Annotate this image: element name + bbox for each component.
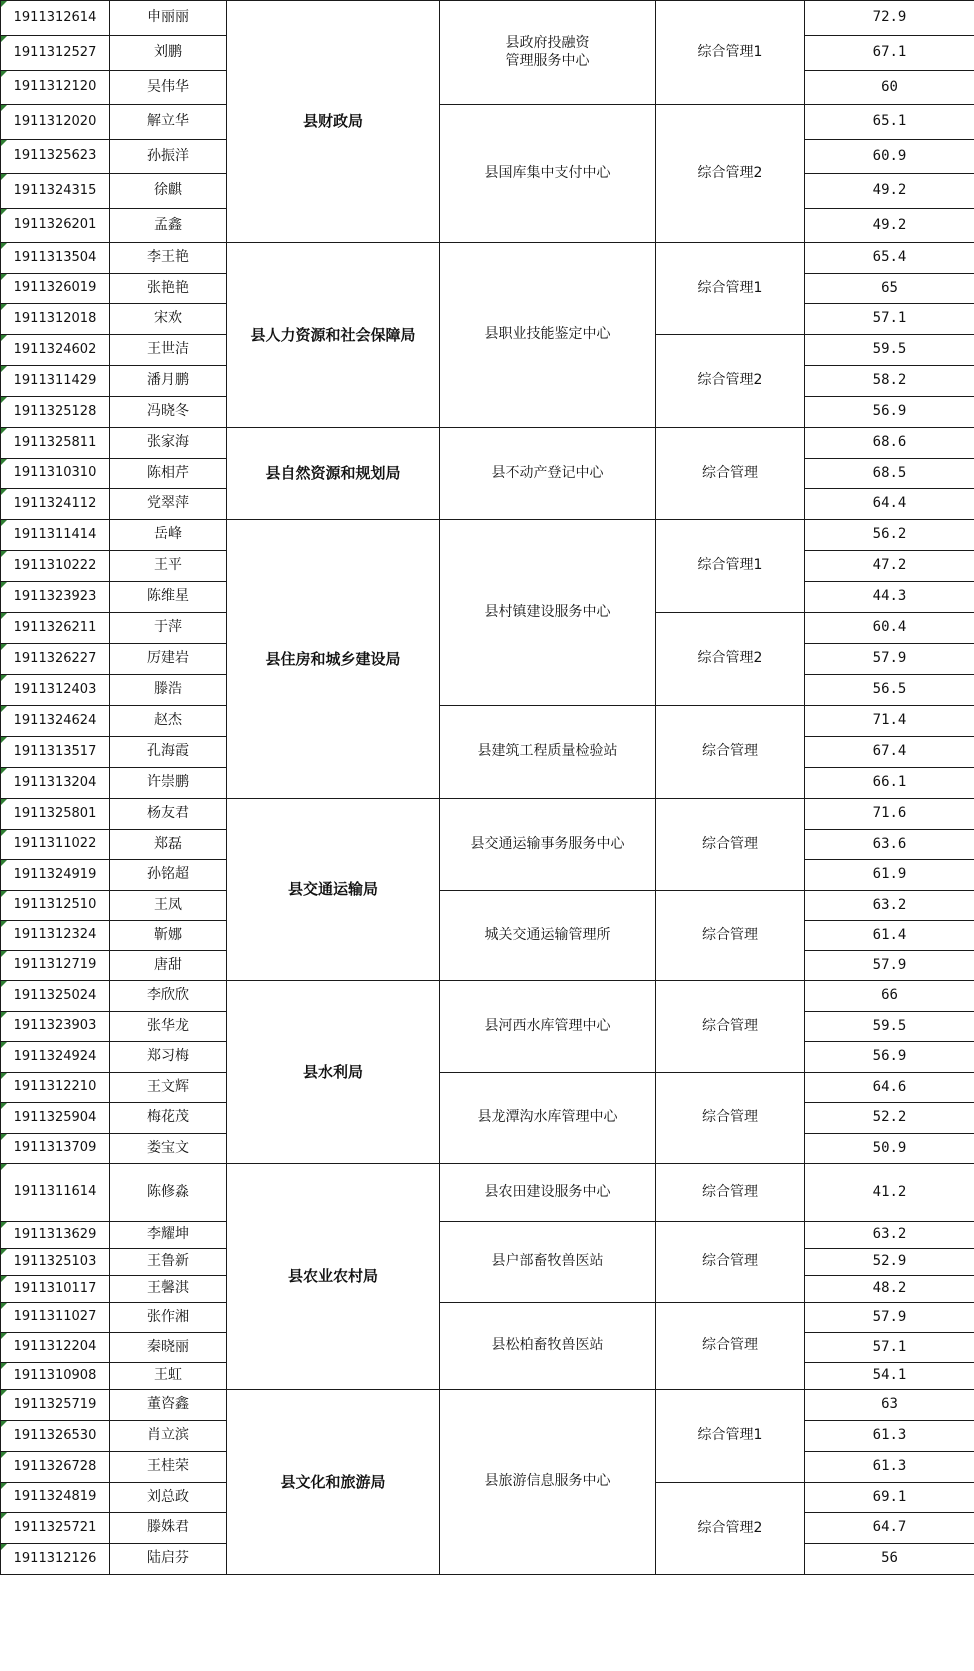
position-cell: 综合管理2 bbox=[656, 1483, 805, 1575]
score-cell: 61.3 bbox=[805, 1452, 974, 1483]
candidate-id-cell: 1911323903 bbox=[1, 1012, 110, 1042]
candidate-id-cell: 1911324112 bbox=[1, 489, 110, 520]
candidate-id-cell: 1911312126 bbox=[1, 1544, 110, 1575]
candidate-name-cell: 王世洁 bbox=[110, 335, 227, 366]
candidate-id-cell: 1911312324 bbox=[1, 921, 110, 951]
candidate-id-cell: 1911313204 bbox=[1, 768, 110, 799]
candidate-name-cell: 党翠萍 bbox=[110, 489, 227, 520]
score-cell: 64.7 bbox=[805, 1513, 974, 1544]
score-cell: 67.1 bbox=[805, 36, 974, 71]
candidate-id-cell: 1911311414 bbox=[1, 520, 110, 551]
score-cell: 54.1 bbox=[805, 1363, 974, 1390]
score-cell: 65 bbox=[805, 274, 974, 304]
score-cell: 63 bbox=[805, 1390, 974, 1421]
candidate-name-cell: 陈相芹 bbox=[110, 459, 227, 489]
candidate-id-cell: 1911310908 bbox=[1, 1363, 110, 1390]
candidate-name-cell: 杨友君 bbox=[110, 799, 227, 830]
candidate-name-cell: 王凤 bbox=[110, 891, 227, 921]
score-cell: 52.9 bbox=[805, 1249, 974, 1276]
table-row bbox=[1, 243, 974, 274]
candidate-id-cell: 1911312614 bbox=[1, 1, 110, 36]
candidate-name-cell: 靳娜 bbox=[110, 921, 227, 951]
score-cell: 71.4 bbox=[805, 706, 974, 737]
score-cell: 47.2 bbox=[805, 551, 974, 582]
score-cell: 50.9 bbox=[805, 1134, 974, 1164]
candidate-id-cell: 1911325128 bbox=[1, 397, 110, 428]
candidate-id-cell: 1911312120 bbox=[1, 71, 110, 105]
candidate-id-cell: 1911325103 bbox=[1, 1249, 110, 1276]
candidate-name-cell: 王平 bbox=[110, 551, 227, 582]
score-cell: 57.9 bbox=[805, 644, 974, 675]
table-row bbox=[1, 706, 974, 737]
unit-cell: 县旅游信息服务中心 bbox=[440, 1390, 656, 1575]
unit-cell: 县龙潭沟水库管理中心 bbox=[440, 1073, 656, 1164]
score-cell: 56 bbox=[805, 1544, 974, 1575]
position-cell: 综合管理 bbox=[656, 428, 805, 520]
candidate-name-cell: 张艳艳 bbox=[110, 274, 227, 304]
candidate-name-cell: 赵杰 bbox=[110, 706, 227, 737]
unit-cell: 县不动产登记中心 bbox=[440, 428, 656, 520]
score-cell: 60.9 bbox=[805, 140, 974, 174]
table-row bbox=[1, 428, 974, 459]
table-row bbox=[1, 891, 974, 921]
score-cell: 66.1 bbox=[805, 768, 974, 799]
unit-cell: 县交通运输事务服务中心 bbox=[440, 799, 656, 891]
candidate-id-cell: 1911311429 bbox=[1, 366, 110, 397]
score-cell: 59.5 bbox=[805, 1012, 974, 1042]
position-cell: 综合管理1 bbox=[656, 1390, 805, 1483]
position-cell: 综合管理2 bbox=[656, 335, 805, 428]
candidate-id-cell: 1911312020 bbox=[1, 105, 110, 140]
candidate-id-cell: 1911325024 bbox=[1, 981, 110, 1012]
candidate-id-cell: 1911323923 bbox=[1, 582, 110, 613]
unit-cell: 城关交通运输管理所 bbox=[440, 891, 656, 981]
position-cell: 综合管理 bbox=[656, 1073, 805, 1164]
department-cell: 县自然资源和规划局 bbox=[227, 428, 440, 520]
department-cell: 县人力资源和社会保障局 bbox=[227, 243, 440, 428]
candidate-id-cell: 1911325623 bbox=[1, 140, 110, 174]
score-cell: 59.5 bbox=[805, 335, 974, 366]
candidate-id-cell: 1911324624 bbox=[1, 706, 110, 737]
table-row bbox=[1, 1073, 974, 1103]
score-cell: 56.9 bbox=[805, 1042, 974, 1073]
score-cell: 49.2 bbox=[805, 209, 974, 243]
score-cell: 48.2 bbox=[805, 1276, 974, 1303]
candidate-name-cell: 张华龙 bbox=[110, 1012, 227, 1042]
position-cell: 综合管理 bbox=[656, 799, 805, 891]
position-cell: 综合管理1 bbox=[656, 520, 805, 613]
position-cell: 综合管理 bbox=[656, 891, 805, 981]
position-cell: 综合管理 bbox=[656, 1164, 805, 1222]
table-row bbox=[1, 1164, 974, 1222]
candidate-id-cell: 1911313709 bbox=[1, 1134, 110, 1164]
table-row bbox=[1, 981, 974, 1012]
candidate-id-cell: 1911313517 bbox=[1, 737, 110, 768]
candidate-id-cell: 1911326227 bbox=[1, 644, 110, 675]
unit-cell: 县河西水库管理中心 bbox=[440, 981, 656, 1073]
score-cell: 65.1 bbox=[805, 105, 974, 140]
candidate-id-cell: 1911311027 bbox=[1, 1303, 110, 1333]
candidate-name-cell: 王馨淇 bbox=[110, 1276, 227, 1303]
score-cell: 56.9 bbox=[805, 397, 974, 428]
score-cell: 65.4 bbox=[805, 243, 974, 274]
score-cell: 56.2 bbox=[805, 520, 974, 551]
candidate-id-cell: 1911312204 bbox=[1, 1333, 110, 1363]
table-row bbox=[1, 1222, 974, 1249]
candidate-id-cell: 1911324819 bbox=[1, 1483, 110, 1513]
candidate-name-cell: 王桂荣 bbox=[110, 1452, 227, 1483]
candidate-id-cell: 1911311614 bbox=[1, 1164, 110, 1222]
score-cell: 61.4 bbox=[805, 921, 974, 951]
candidate-id-cell: 1911312719 bbox=[1, 951, 110, 981]
candidate-id-cell: 1911326530 bbox=[1, 1421, 110, 1452]
score-cell: 72.9 bbox=[805, 1, 974, 36]
candidate-id-cell: 1911310222 bbox=[1, 551, 110, 582]
position-cell: 综合管理2 bbox=[656, 105, 805, 243]
candidate-id-cell: 1911313504 bbox=[1, 243, 110, 274]
score-cell: 68.6 bbox=[805, 428, 974, 459]
candidate-name-cell: 陈修淼 bbox=[110, 1164, 227, 1222]
candidate-name-cell: 潘月鹏 bbox=[110, 366, 227, 397]
candidate-name-cell: 申丽丽 bbox=[110, 1, 227, 36]
table-row bbox=[1, 105, 974, 140]
position-cell: 综合管理 bbox=[656, 981, 805, 1073]
score-cell: 71.6 bbox=[805, 799, 974, 830]
candidate-name-cell: 滕姝君 bbox=[110, 1513, 227, 1544]
candidate-name-cell: 解立华 bbox=[110, 105, 227, 140]
candidate-id-cell: 1911311022 bbox=[1, 830, 110, 860]
score-cell: 64.4 bbox=[805, 489, 974, 520]
candidate-name-cell: 吴伟华 bbox=[110, 71, 227, 105]
candidate-id-cell: 1911310310 bbox=[1, 459, 110, 489]
candidate-name-cell: 于萍 bbox=[110, 613, 227, 644]
candidate-name-cell: 郑习梅 bbox=[110, 1042, 227, 1073]
unit-cell: 县村镇建设服务中心 bbox=[440, 520, 656, 706]
unit-cell: 县松柏畜牧兽医站 bbox=[440, 1303, 656, 1390]
position-cell: 综合管理1 bbox=[656, 1, 805, 105]
score-cell: 64.6 bbox=[805, 1073, 974, 1103]
department-cell: 县住房和城乡建设局 bbox=[227, 520, 440, 799]
candidate-name-cell: 刘鹏 bbox=[110, 36, 227, 71]
score-cell: 60.4 bbox=[805, 613, 974, 644]
position-cell: 综合管理1 bbox=[656, 243, 805, 335]
candidate-name-cell: 徐麒 bbox=[110, 174, 227, 209]
candidate-name-cell: 李王艳 bbox=[110, 243, 227, 274]
candidate-id-cell: 1911312018 bbox=[1, 304, 110, 335]
candidate-name-cell: 厉建岩 bbox=[110, 644, 227, 675]
results-table-body bbox=[1, 1, 974, 1575]
candidate-id-cell: 1911312403 bbox=[1, 675, 110, 706]
candidate-id-cell: 1911326728 bbox=[1, 1452, 110, 1483]
unit-cell: 县建筑工程质量检验站 bbox=[440, 706, 656, 799]
candidate-id-cell: 1911326019 bbox=[1, 274, 110, 304]
table-row bbox=[1, 520, 974, 551]
candidate-id-cell: 1911325811 bbox=[1, 428, 110, 459]
department-cell: 县水利局 bbox=[227, 981, 440, 1164]
score-cell: 68.5 bbox=[805, 459, 974, 489]
score-cell: 63.6 bbox=[805, 830, 974, 860]
candidate-name-cell: 孟鑫 bbox=[110, 209, 227, 243]
score-cell: 57.9 bbox=[805, 951, 974, 981]
score-cell: 57.9 bbox=[805, 1303, 974, 1333]
table-row bbox=[1, 1390, 974, 1421]
unit-cell: 县职业技能鉴定中心 bbox=[440, 243, 656, 428]
score-cell: 57.1 bbox=[805, 1333, 974, 1363]
table-row bbox=[1, 799, 974, 830]
candidate-id-cell: 1911312527 bbox=[1, 36, 110, 71]
score-cell: 41.2 bbox=[805, 1164, 974, 1222]
candidate-name-cell: 张家海 bbox=[110, 428, 227, 459]
score-cell: 66 bbox=[805, 981, 974, 1012]
unit-cell: 县户部畜牧兽医站 bbox=[440, 1222, 656, 1303]
candidate-id-cell: 1911325719 bbox=[1, 1390, 110, 1421]
score-cell: 57.1 bbox=[805, 304, 974, 335]
unit-cell: 县国库集中支付中心 bbox=[440, 105, 656, 243]
candidate-name-cell: 肖立滨 bbox=[110, 1421, 227, 1452]
candidate-name-cell: 郑磊 bbox=[110, 830, 227, 860]
score-cell: 63.2 bbox=[805, 891, 974, 921]
department-cell: 县农业农村局 bbox=[227, 1164, 440, 1390]
department-cell: 县财政局 bbox=[227, 1, 440, 243]
candidate-name-cell: 刘总政 bbox=[110, 1483, 227, 1513]
candidate-name-cell: 孙振洋 bbox=[110, 140, 227, 174]
candidate-name-cell: 许崇鹏 bbox=[110, 768, 227, 799]
score-cell: 69.1 bbox=[805, 1483, 974, 1513]
score-cell: 44.3 bbox=[805, 582, 974, 613]
candidate-name-cell: 孔海霞 bbox=[110, 737, 227, 768]
candidate-id-cell: 1911325801 bbox=[1, 799, 110, 830]
candidate-name-cell: 孙铭超 bbox=[110, 860, 227, 891]
candidate-name-cell: 王鲁新 bbox=[110, 1249, 227, 1276]
candidate-id-cell: 1911310117 bbox=[1, 1276, 110, 1303]
score-cell: 58.2 bbox=[805, 366, 974, 397]
candidate-id-cell: 1911325721 bbox=[1, 1513, 110, 1544]
candidate-name-cell: 宋欢 bbox=[110, 304, 227, 335]
candidate-name-cell: 娄宝文 bbox=[110, 1134, 227, 1164]
candidate-name-cell: 张作湘 bbox=[110, 1303, 227, 1333]
candidate-name-cell: 秦晓丽 bbox=[110, 1333, 227, 1363]
position-cell: 综合管理 bbox=[656, 1303, 805, 1390]
position-cell: 综合管理 bbox=[656, 706, 805, 799]
unit-cell: 县政府投融资 管理服务中心 bbox=[440, 1, 656, 105]
department-cell: 县文化和旅游局 bbox=[227, 1390, 440, 1575]
position-cell: 综合管理 bbox=[656, 1222, 805, 1303]
candidate-id-cell: 1911313629 bbox=[1, 1222, 110, 1249]
candidate-name-cell: 岳峰 bbox=[110, 520, 227, 551]
candidate-id-cell: 1911312510 bbox=[1, 891, 110, 921]
score-cell: 60 bbox=[805, 71, 974, 105]
candidate-name-cell: 王文辉 bbox=[110, 1073, 227, 1103]
candidate-name-cell: 李欣欣 bbox=[110, 981, 227, 1012]
candidate-name-cell: 王虹 bbox=[110, 1363, 227, 1390]
candidate-id-cell: 1911326201 bbox=[1, 209, 110, 243]
candidate-id-cell: 1911324602 bbox=[1, 335, 110, 366]
position-cell: 综合管理2 bbox=[656, 613, 805, 706]
candidate-name-cell: 陈维星 bbox=[110, 582, 227, 613]
candidate-id-cell: 1911324315 bbox=[1, 174, 110, 209]
candidate-name-cell: 冯晓冬 bbox=[110, 397, 227, 428]
candidate-name-cell: 陆启芬 bbox=[110, 1544, 227, 1575]
score-cell: 61.9 bbox=[805, 860, 974, 891]
score-cell: 49.2 bbox=[805, 174, 974, 209]
table-row bbox=[1, 1, 974, 36]
score-cell: 61.3 bbox=[805, 1421, 974, 1452]
candidate-id-cell: 1911312210 bbox=[1, 1073, 110, 1103]
unit-cell: 县农田建设服务中心 bbox=[440, 1164, 656, 1222]
candidate-name-cell: 李耀坤 bbox=[110, 1222, 227, 1249]
score-cell: 63.2 bbox=[805, 1222, 974, 1249]
candidate-id-cell: 1911324924 bbox=[1, 1042, 110, 1073]
score-cell: 52.2 bbox=[805, 1103, 974, 1134]
candidate-name-cell: 梅花茂 bbox=[110, 1103, 227, 1134]
candidate-name-cell: 唐甜 bbox=[110, 951, 227, 981]
score-cell: 56.5 bbox=[805, 675, 974, 706]
department-cell: 县交通运输局 bbox=[227, 799, 440, 981]
candidate-id-cell: 1911324919 bbox=[1, 860, 110, 891]
score-cell: 67.4 bbox=[805, 737, 974, 768]
candidate-id-cell: 1911325904 bbox=[1, 1103, 110, 1134]
table-row bbox=[1, 1303, 974, 1333]
candidate-name-cell: 滕浩 bbox=[110, 675, 227, 706]
candidate-id-cell: 1911326211 bbox=[1, 613, 110, 644]
candidate-name-cell: 董咨鑫 bbox=[110, 1390, 227, 1421]
